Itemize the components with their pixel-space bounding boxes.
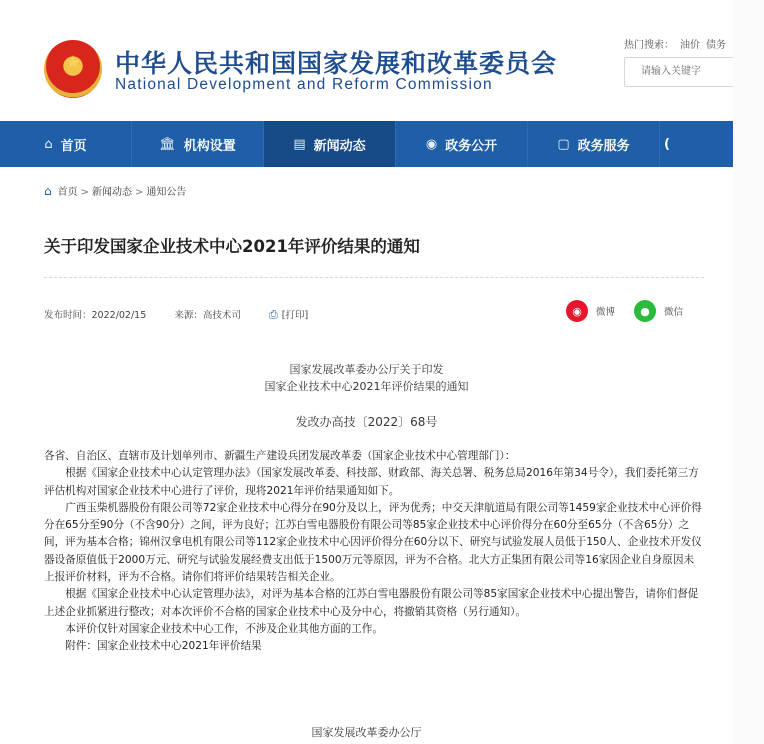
nav-item-label: 政务公开	[445, 138, 498, 154]
nav-item-services[interactable]	[528, 121, 659, 167]
nav-item-news[interactable]	[264, 121, 395, 167]
national-emblem-logo[interactable]: ★	[44, 40, 102, 98]
share-weibo-button[interactable]	[566, 300, 615, 322]
attachment-line[interactable]: 附件：国家企业技术中心2021年评价结果	[65, 640, 262, 653]
page-margin	[733, 0, 764, 744]
nav-item-label: 政务服务	[577, 138, 630, 154]
nav-item-home[interactable]	[0, 121, 131, 167]
printer-icon[interactable]: ⎙	[268, 308, 278, 321]
paragraph: 广西玉柴机器股份有限公司等72家企业技术中心得分在90分及以上，评为优秀；中交天津航道局有限公司等1459家企业技术中心评价得分在65分至90分（不含90分）之间，评为良好；江苏白雪电器股份有限公司等85家企业技术中心评价得分在60分至65分（不含65分）之间，评为基本合格；锦州汉拿电机有限公司等112家企业技术中心因评价得分在60分以下、研究与试验发展人员低于150人、企业技术开发仪器设备原值低于2000万元、研究与试验发展经费支出低于1500万元等原因，评为不合格。北大方正集团有限公司等16家因企业自身原因未上报评价材料，评为不合格。请你们将评价结果转告相关企业。	[44, 501, 702, 584]
nav-item-government-affairs[interactable]	[396, 121, 527, 167]
doc-issuer: 国家发展改革委办公厅关于印发	[289, 363, 444, 376]
title-divider	[44, 277, 704, 278]
hot-search	[624, 36, 732, 51]
article-title: 关于印发国家企业技术中心2021年评价结果的通知	[44, 237, 420, 256]
nav-item-more[interactable]	[660, 121, 694, 167]
news-icon: ▤	[293, 136, 306, 152]
nav-item-organization[interactable]	[132, 121, 263, 167]
publish-date: 2022/02/15	[91, 310, 147, 321]
breadcrumb	[44, 183, 186, 198]
hot-search-label: 热门搜索：	[624, 40, 674, 51]
breadcrumb-separator: >	[80, 187, 90, 198]
nav-item-label: 机构设置	[183, 138, 236, 154]
article-body	[44, 448, 704, 656]
search-input[interactable]: 请输入关键字	[624, 57, 733, 87]
doc-subject: 国家企业技术中心2021年评价结果的通知	[264, 380, 469, 393]
article-meta	[44, 307, 308, 322]
doc-number: 发改办高技〔2022〕68号	[295, 415, 438, 429]
share-wechat-button[interactable]	[634, 300, 683, 322]
home-icon[interactable]: ⌂	[44, 184, 52, 198]
paragraph: 本评价仅针对国家企业技术中心工作，不涉及企业其他方面的工作。	[65, 622, 383, 635]
home-icon: ⌂	[44, 136, 53, 152]
weibo-icon: ◉	[566, 300, 588, 322]
building-icon: 🏛	[159, 136, 176, 152]
site-title-en: National Development and Reform Commission	[115, 76, 493, 93]
breadcrumb-news[interactable]: 新闻动态	[92, 187, 133, 198]
more-icon: (	[664, 136, 670, 152]
breadcrumb-notices[interactable]: 通知公告	[146, 187, 187, 198]
source-value: 高技术司	[202, 310, 241, 321]
wechat-icon: ●	[634, 300, 656, 322]
nav-item-label: 新闻动态	[313, 138, 366, 154]
breadcrumb-home[interactable]: 首页	[57, 187, 78, 198]
broadcast-icon: ◉	[425, 136, 438, 152]
site-title-cn[interactable]: 中华人民共和国国家发展和改革委员会	[115, 49, 558, 78]
signature: 国家发展改革委办公厅	[311, 726, 422, 739]
breadcrumb-separator: >	[135, 187, 144, 198]
share-wechat-label: 微信	[664, 307, 684, 318]
paragraph: 根据《国家企业技术中心认定管理办法》，对评为基本合格的江苏白雪电器股份有限公司等85家国家企业技术中心提出警告，请你们督促上述企业抓紧进行整改；对本次评价不合格的国家企业技术中心及分中心，将撤销其资格（另行通知）。	[44, 588, 699, 618]
share-weibo-label: 微博	[596, 307, 616, 318]
main-nav	[0, 121, 733, 167]
publish-label: 发布时间：	[44, 310, 92, 321]
paragraph: 根据《国家企业技术中心认定管理办法》（国家发展改革委、科技部、财政部、海关总署、税务总局2016年第34号令），我们委托第三方评估机构对国家企业技术中心进行了评价，现将2021年评价结果通知如下。	[44, 467, 699, 497]
nav-item-label: 首页	[60, 138, 87, 154]
paragraph-salutation: 各省、自治区、直辖市及计划单列市、新疆生产建设兵团发展改革委（国家企业技术中心管理部门）：	[44, 450, 516, 462]
hot-search-term[interactable]: 油价	[680, 40, 700, 51]
print-button[interactable]: [打印]	[281, 310, 309, 321]
service-icon: ▢	[557, 136, 570, 152]
hot-search-term[interactable]: 债务	[706, 40, 726, 51]
source-label: 来源：	[174, 310, 203, 321]
